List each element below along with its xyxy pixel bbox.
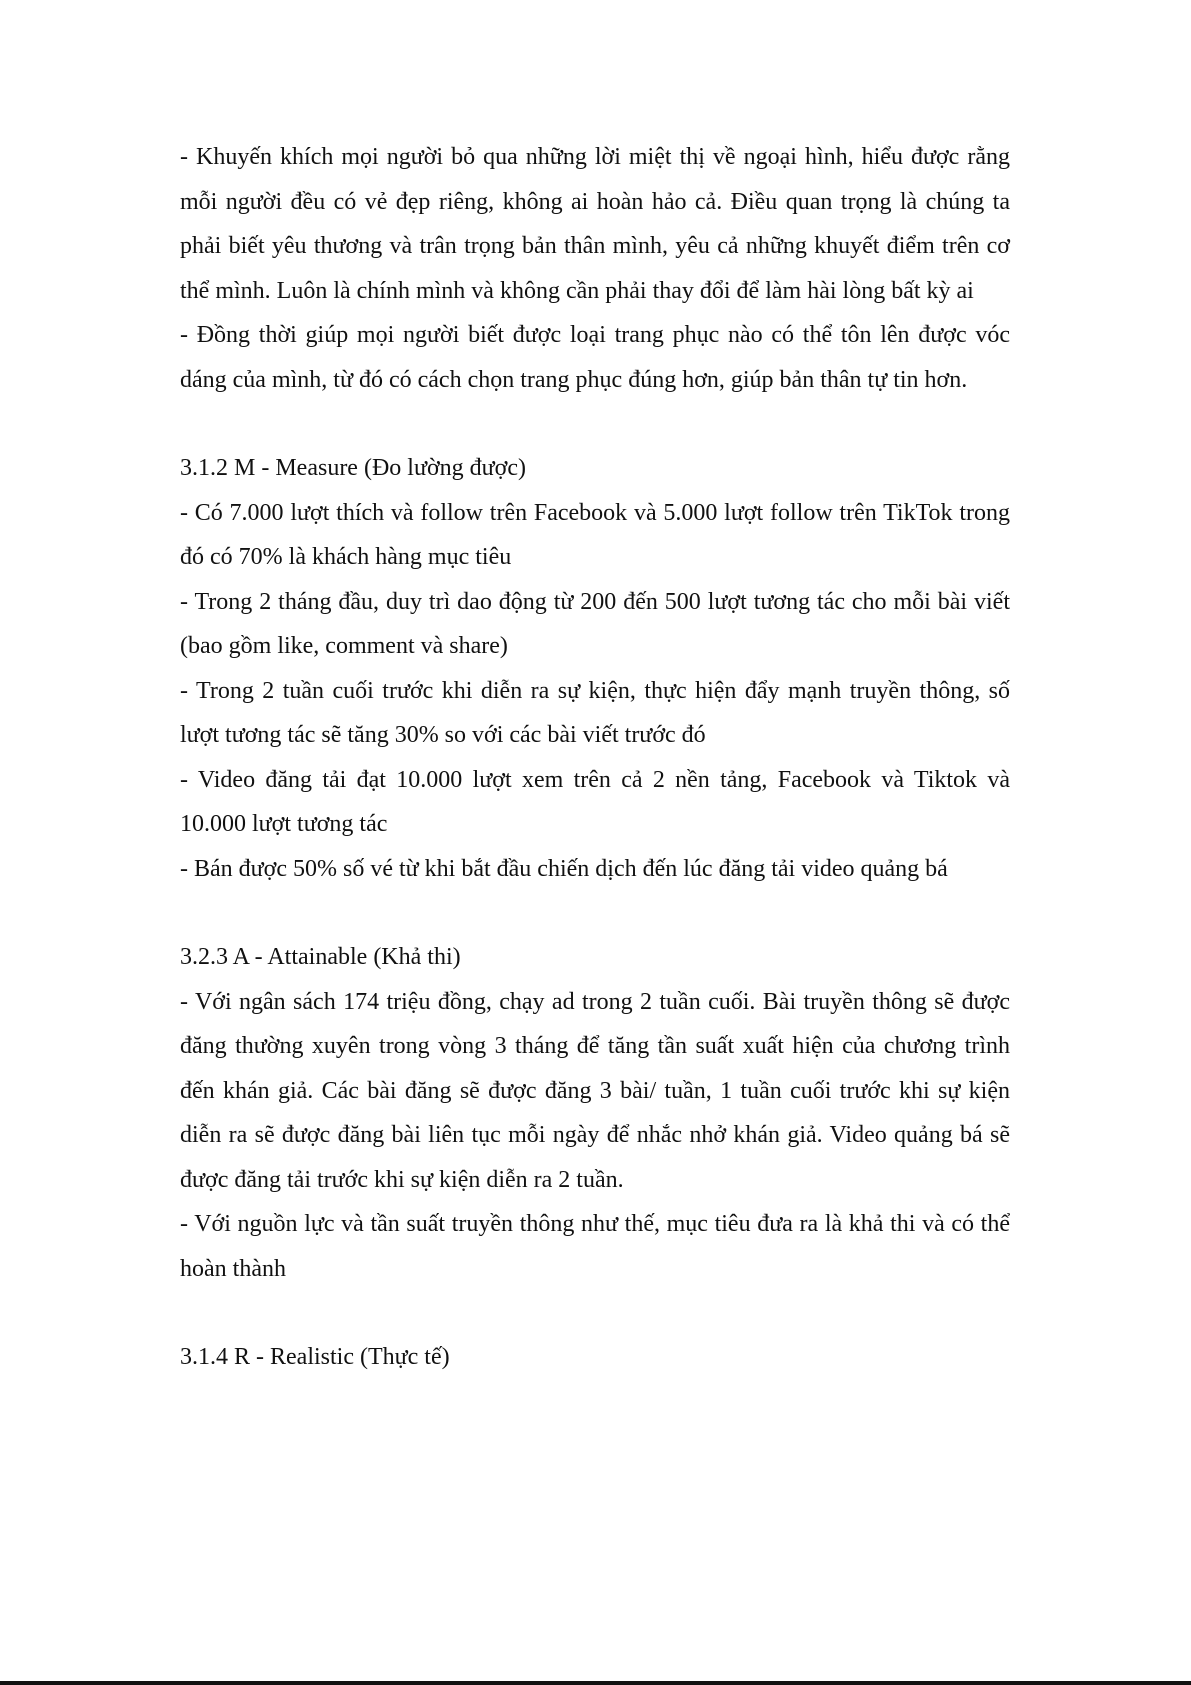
attainable-paragraph-2: - Với nguồn lực và tần suất truyền thông như thế, mục tiêu đưa ra là khả thi và có thể hoàn thành (180, 1211, 1010, 1282)
page-bottom-border (0, 1681, 1191, 1685)
section-spacer (180, 402, 1010, 446)
attainable-heading: 3.2.3 A - Attainable (Khả thi) (180, 944, 461, 970)
measure-paragraph-2: - Trong 2 tháng đầu, duy trì dao động từ 200 đến 500 lượt tương tác cho mỗi bài viết (bao gồm like, comment và share) (180, 588, 1010, 659)
intro-paragraph-1: - Khuyến khích mọi người bỏ qua những lời miệt thị về ngoại hình, hiểu được rằng mỗi người đều có vẻ đẹp riêng, không ai hoàn hảo cả. Điều quan trọng là chúng ta phải biết yêu thương và trân trọng bản thân mình, yêu cả những khuyết điểm trên cơ thể mình. Luôn là chính mình và không cần phải thay đổi để làm hài lòng bất kỳ ai (180, 144, 1010, 304)
document-body (180, 135, 1010, 1380)
section-spacer (180, 891, 1010, 935)
realistic-heading: 3.1.4 R - Realistic (Thực tế) (180, 1344, 450, 1370)
section-spacer (180, 1291, 1010, 1335)
measure-paragraph-1: - Có 7.000 lượt thích và follow trên Facebook và 5.000 lượt follow trên TikTok trong đó có 70% là khách hàng mục tiêu (180, 499, 1010, 570)
measure-paragraph-3: - Trong 2 tuần cuối trước khi diễn ra sự kiện, thực hiện đẩy mạnh truyền thông, số lượt tương tác sẽ tăng 30% so với các bài viết trước đó (180, 677, 1010, 748)
measure-heading: 3.1.2 M - Measure (Đo lường được) (180, 455, 526, 481)
intro-paragraph-2: - Đồng thời giúp mọi người biết được loại trang phục nào có thể tôn lên được vóc dáng của mình, từ đó có cách chọn trang phục đúng hơn, giúp bản thân tự tin hơn. (180, 322, 1010, 393)
measure-paragraph-4: - Video đăng tải đạt 10.000 lượt xem trên cả 2 nền tảng, Facebook và Tiktok và 10.000 lượt tương tác (180, 766, 1010, 837)
attainable-paragraph-1: - Với ngân sách 174 triệu đồng, chạy ad trong 2 tuần cuối. Bài truyền thông sẽ được đăng thường xuyên trong vòng 3 tháng để tăng tần suất xuất hiện của chương trình đến khán giả. Các bài đăng sẽ được đăng 3 bài/ tuần, 1 tuần cuối trước khi sự kiện diễn ra sẽ được đăng bài liên tục mỗi ngày để nhắc nhở khán giả. Video quảng bá sẽ được đăng tải trước khi sự kiện diễn ra 2 tuần. (180, 988, 1010, 1193)
measure-paragraph-5: - Bán được 50% số vé từ khi bắt đầu chiến dịch đến lúc đăng tải video quảng bá (180, 855, 948, 882)
